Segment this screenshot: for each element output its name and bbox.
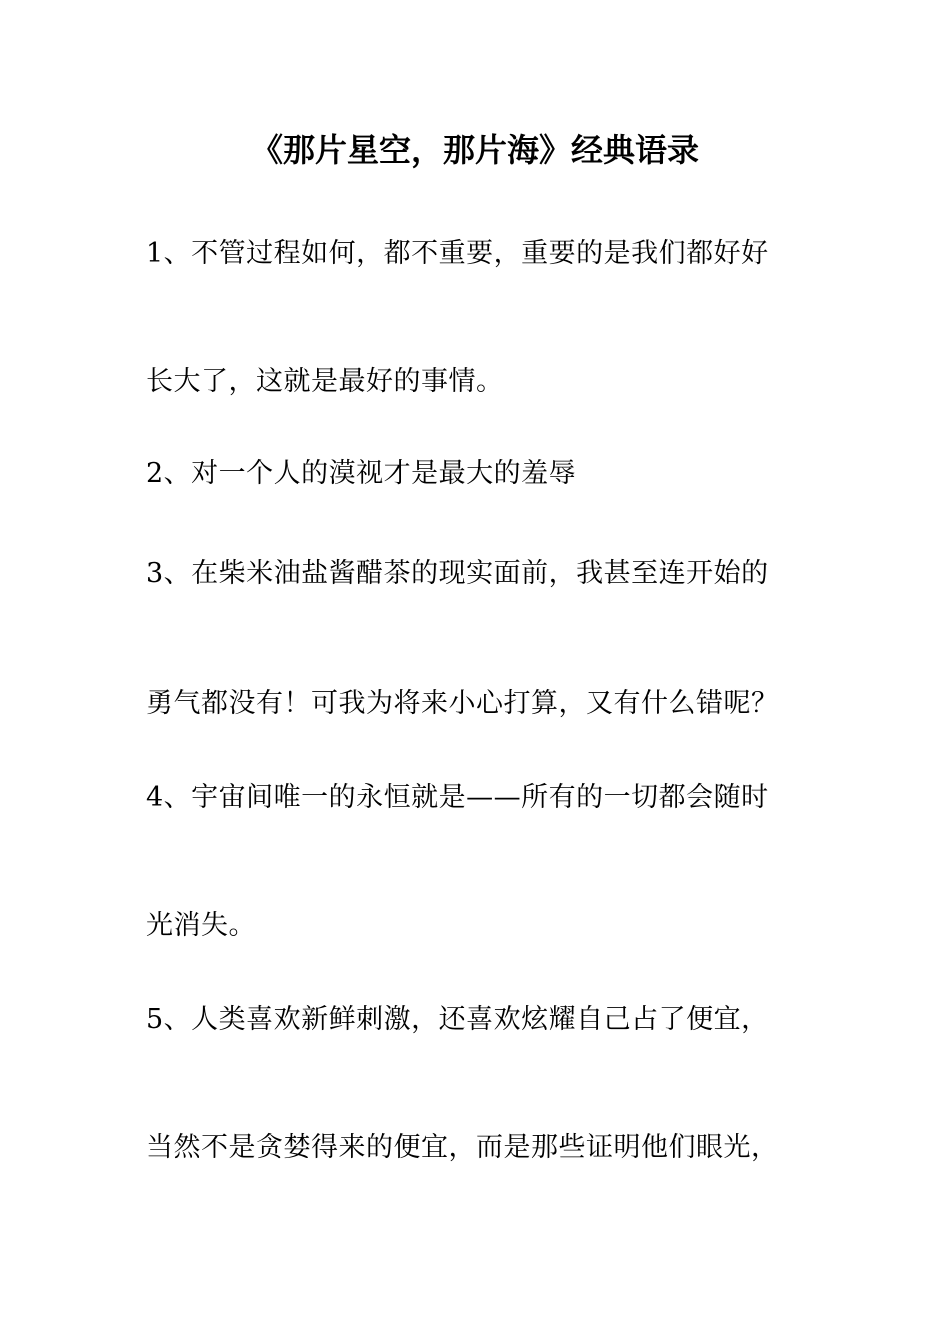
text-line: 5、人类喜欢新鲜刺激，还喜欢炫耀自己占了便宜， xyxy=(146,1004,769,1035)
text-line: 长大了，这就是最好的事情。 xyxy=(146,366,504,397)
text-line: 2、对一个人的漠视才是最大的羞辱 xyxy=(146,458,577,489)
text-line: 勇气都没有！可我为将来小心打算，又有什么错呢？ xyxy=(146,688,779,719)
text-line: 光消失。 xyxy=(146,910,256,941)
text-line: 3、在柴米油盐酱醋茶的现实面前，我甚至连开始的 xyxy=(146,558,769,589)
text-line: 1、不管过程如何，都不重要，重要的是我们都好好 xyxy=(146,238,769,269)
text-line: 当然不是贪婪得来的便宜，而是那些证明他们眼光， xyxy=(146,1132,779,1163)
text-line: 4、宇宙间唯一的永恒就是——所有的一切都会随时 xyxy=(146,782,769,813)
document-title: 《那片星空，那片海》经典语录 xyxy=(250,131,699,169)
